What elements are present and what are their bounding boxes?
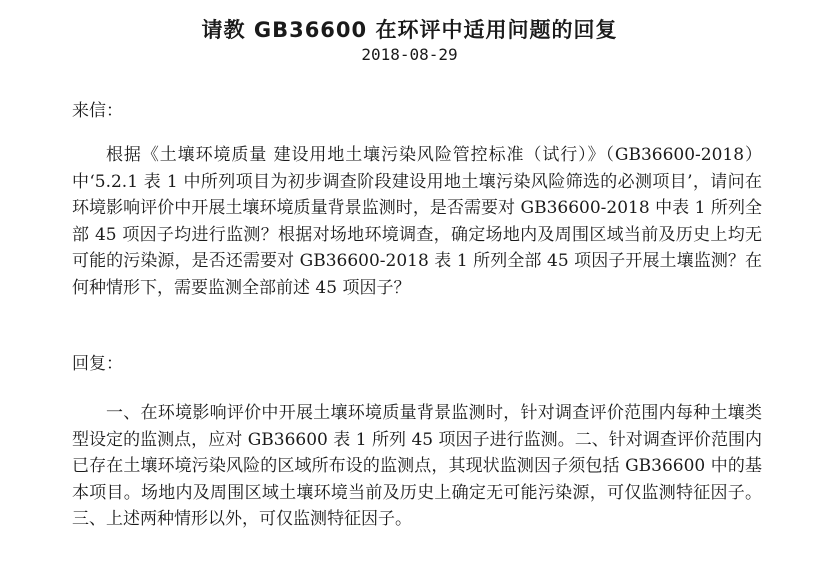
incoming-letter-body: 根据《土壤环境质量 建设用地土壤污染风险管控标准（试行）》（GB36600-2018）中‘5.2.1 表 1 中所列项目为初步调查阶段建设用地土壤污染风险筛选的必测项目’，请问在环境影响评价中开展土壤环境质量背景监测时，是否需要对 GB36600-2018 中表 1 所列全部 45 项因子均进行监测？根据对场地环境调查，确定场地内及周围区域当前及历史上均无可能的污染源，是否还需要对 GB36600-2018 表 1 所列全部 45 项因子开展土壤监测？在何种情形下，需要监测全部前述 45 项因子？ — [72, 145, 762, 298]
reply-body: 一、在环境影响评价中开展土壤环境质量背景监测时，针对调查评价范围内每种土壤类型设定的监测点，应对 GB36600 表 1 所列 45 项因子进行监测。二、针对调查评价范围内已存在土壤环境污染风险的区域所布设的监测点，其现状监测因子须包括 GB36600 中的基本项目。场地内及周围区域土壤环境当前及历史上确定无可能污染源，可仅监测特征因子。三、上述两种情形以外，可仅监测特征因子。 — [72, 403, 762, 529]
document-date: 2018-08-29 — [361, 45, 458, 64]
document-title: 请教 GB36600 在环评中适用问题的回复 — [201, 18, 618, 42]
reply-label: 回复： — [72, 354, 123, 374]
incoming-letter-label: 来信： — [72, 101, 123, 121]
